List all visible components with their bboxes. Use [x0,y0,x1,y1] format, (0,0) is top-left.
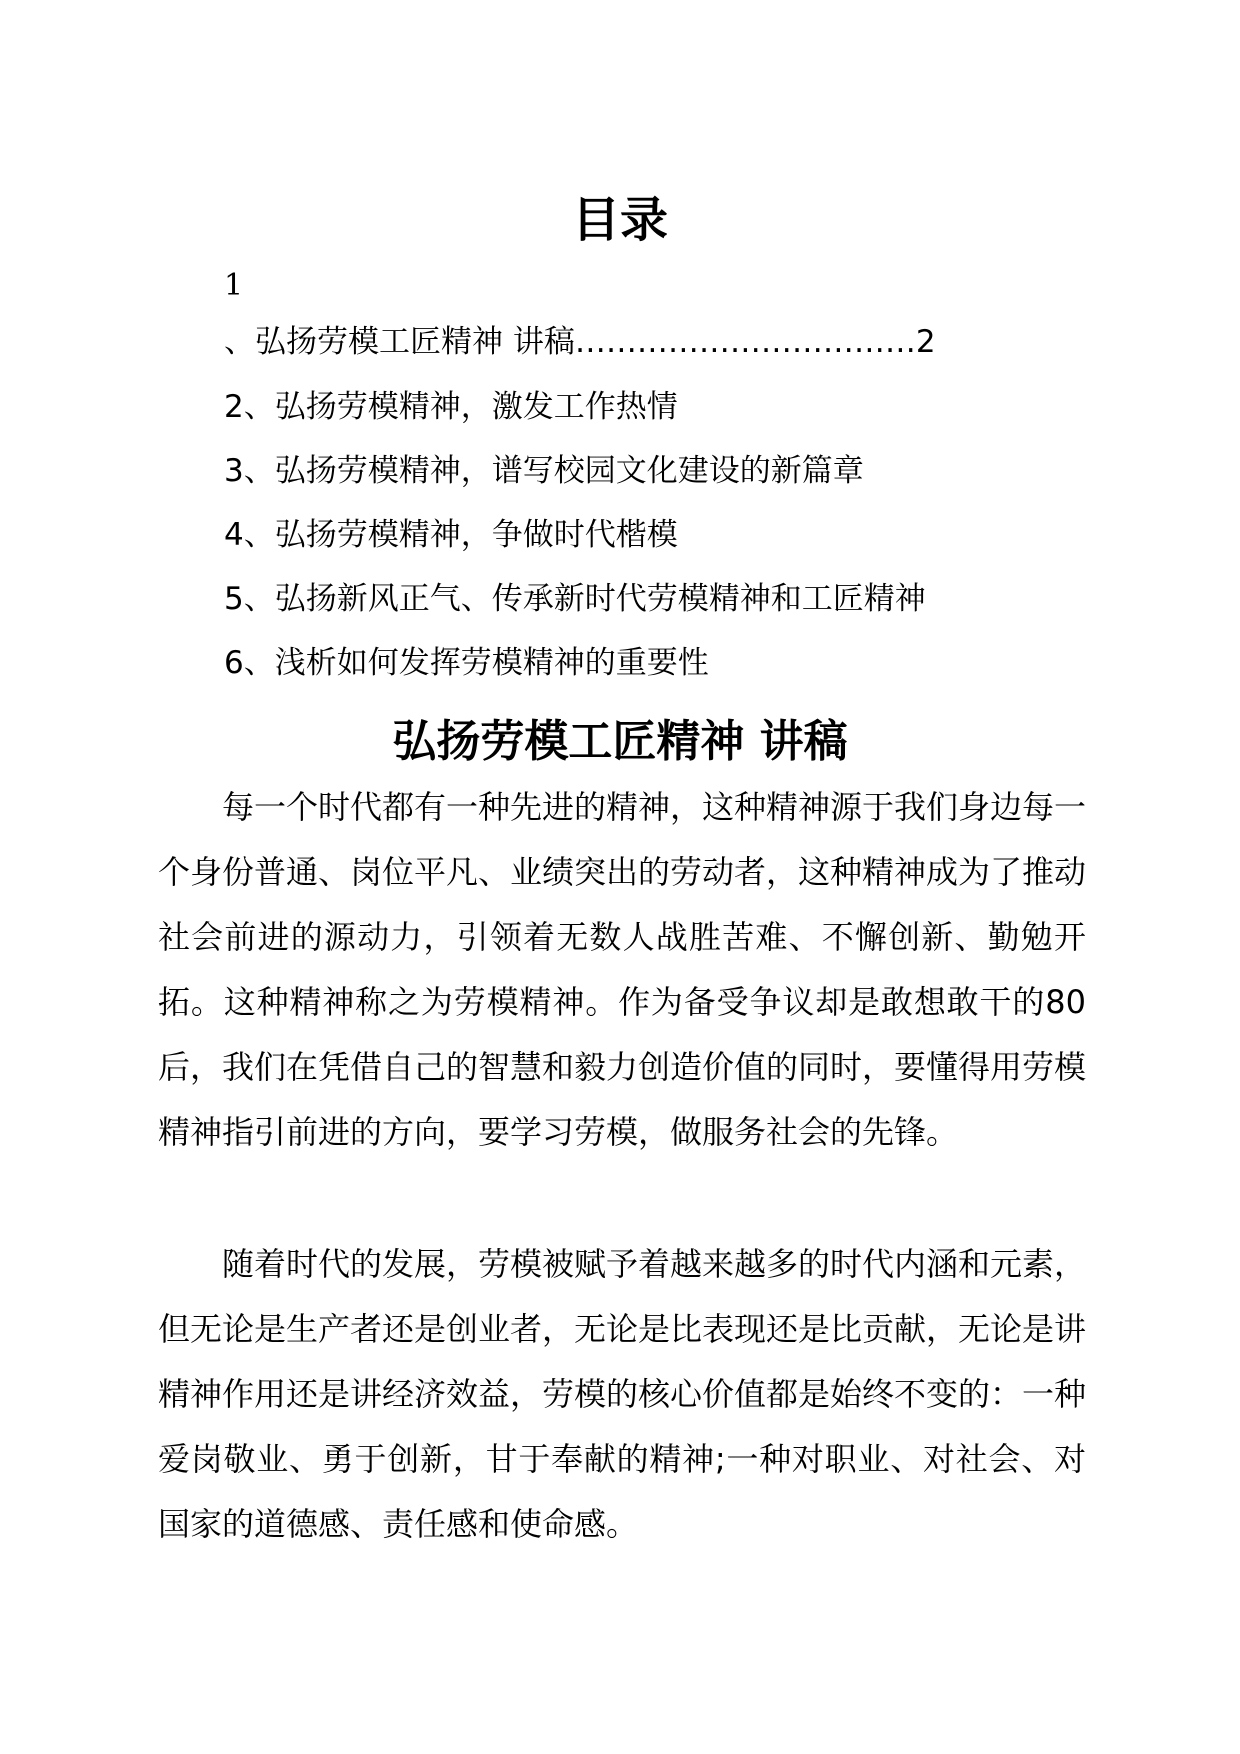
toc-first-item-number: 1 [224,268,244,303]
toc-item-label: 4、弘扬劳模精神，争做时代楷模 [224,517,678,553]
toc-item-label: 6、浅析如何发挥劳模精神的重要性 [224,645,709,681]
toc-item-5[interactable] [224,579,1024,643]
toc-item-label: 3、弘扬劳模精神，谱写校园文化建设的新篇章 [224,453,864,489]
toc-item-2[interactable] [224,387,1024,451]
toc-item-3[interactable] [224,451,1024,515]
toc-item-label: 、弘扬劳模工匠精神 讲稿 [224,324,575,360]
toc-page-number: 2 [915,324,936,360]
toc-dot-leader: …………………………… [574,324,916,360]
toc-item-4[interactable] [224,515,1024,579]
article-title: 弘扬劳模工匠精神 讲稿 [392,716,848,767]
toc-item-label: 5、弘扬新风正气、传承新时代劳模精神和工匠精神 [224,581,926,617]
article-paragraph-2: 随着时代的发展，劳模被赋予着越来越多的时代内涵和元素，但无论是生产者还是创业者，无论是比表现还是比贡献，无论是讲精神作用还是讲经济效益，劳模的核心价值都是始终不变的：一种爱岗敬业、勇于创新，甘于奉献的精神;一种对职业、对社会、对国家的道德感、责任感和使命感。 [158,1245,1087,1543]
toc-item-1[interactable] [224,322,1024,387]
toc-title: 目录 [571,192,668,248]
toc-item-label: 2、弘扬劳模精神，激发工作热情 [224,389,678,425]
toc-list [224,322,1024,707]
toc-item-6[interactable] [224,643,1024,707]
article-paragraph-1: 每一个时代都有一种先进的精神，这种精神源于我们身边每一个身份普通、岗位平凡、业绩突出的劳动者，这种精神成为了推动社会前进的源动力，引领着无数人战胜苦难、不懈创新、勤勉开拓。这种精神称之为劳模精神。作为备受争议却是敢想敢干的80后，我们在凭借自己的智慧和毅力创造价值的同时，要懂得用劳模精神指引前进的方向，要学习劳模，做服务社会的先锋。 [158,788,1087,1151]
